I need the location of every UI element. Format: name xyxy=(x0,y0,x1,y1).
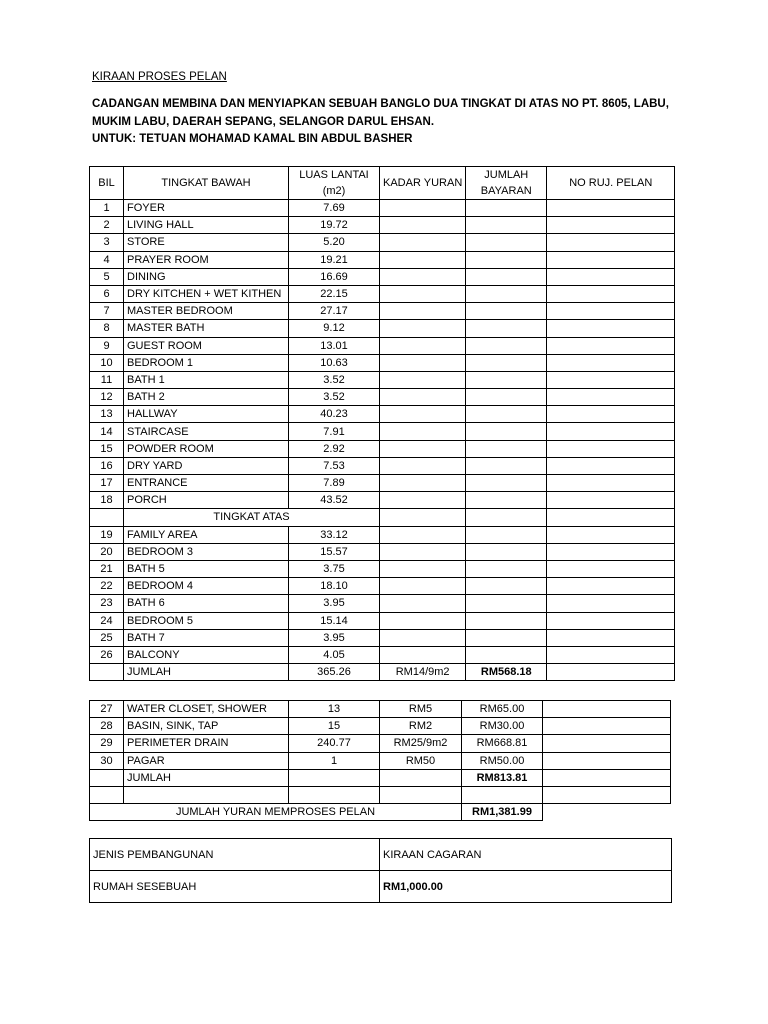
ref-cell xyxy=(547,492,675,509)
room-name-cell: GUEST ROOM xyxy=(124,337,289,354)
amount-cell xyxy=(466,543,547,560)
bil-cell: 21 xyxy=(90,560,124,577)
room-name-cell: FAMILY AREA xyxy=(124,526,289,543)
area-cell: 43.52 xyxy=(289,492,380,509)
area-cell: 19.72 xyxy=(289,217,380,234)
rate-cell xyxy=(380,769,462,786)
ref-cell xyxy=(547,354,675,371)
table-row xyxy=(90,629,675,646)
table-row xyxy=(90,423,675,440)
bil-cell: 14 xyxy=(90,423,124,440)
qty-cell xyxy=(289,786,380,803)
table-row xyxy=(90,440,675,457)
rate-cell: RM2 xyxy=(380,718,462,735)
area-cell: 7.91 xyxy=(289,423,380,440)
ref-cell xyxy=(547,320,675,337)
amount-cell xyxy=(466,389,547,406)
amount-cell: RM65.00 xyxy=(462,701,543,718)
table-row xyxy=(90,701,671,718)
table-row xyxy=(90,612,675,629)
bil-cell: 9 xyxy=(90,337,124,354)
ref-cell xyxy=(547,526,675,543)
room-name-cell: MASTER BATH xyxy=(124,320,289,337)
document-subject xyxy=(92,96,692,149)
area-cell: 3.52 xyxy=(289,389,380,406)
table-row xyxy=(90,251,675,268)
rate-cell xyxy=(380,509,466,526)
area-cell: 16.69 xyxy=(289,268,380,285)
bil-cell: 28 xyxy=(90,718,124,735)
ref-cell xyxy=(547,595,675,612)
table-row xyxy=(90,664,675,681)
table-row xyxy=(90,871,672,903)
header-jumlah xyxy=(466,167,547,200)
ref-cell xyxy=(547,285,675,302)
table-row xyxy=(90,371,675,388)
total-amount: RM568.18 xyxy=(466,664,547,681)
amount-cell xyxy=(462,786,543,803)
room-name-cell: BEDROOM 5 xyxy=(124,612,289,629)
bil-cell: 27 xyxy=(90,701,124,718)
ref-cell xyxy=(547,200,675,217)
table-row xyxy=(90,769,671,786)
jenis-header: JENIS PEMBANGUNAN xyxy=(90,839,380,871)
qty-cell: 13 xyxy=(289,701,380,718)
area-cell: 2.92 xyxy=(289,440,380,457)
bil-cell: 10 xyxy=(90,354,124,371)
bil-cell: 6 xyxy=(90,285,124,302)
rate-cell xyxy=(380,268,466,285)
area-cell: 33.12 xyxy=(289,526,380,543)
table-row xyxy=(90,839,672,871)
header-ruj: NO RUJ. PELAN xyxy=(547,167,675,200)
bil-cell: 18 xyxy=(90,492,124,509)
ref-cell xyxy=(543,752,671,769)
area-cell: 7.53 xyxy=(289,457,380,474)
room-name-cell: LIVING HALL xyxy=(124,217,289,234)
amount-cell xyxy=(466,457,547,474)
header-luas-line2: (m2) xyxy=(322,185,346,197)
ref-cell xyxy=(547,337,675,354)
ref-cell xyxy=(543,804,671,821)
bil-cell xyxy=(90,664,124,681)
table-row xyxy=(90,389,675,406)
ref-cell xyxy=(547,268,675,285)
table-row xyxy=(90,475,675,492)
subject-line: MUKIM LABU, DAERAH SEPANG, SELANGOR DARUL EHSAN. xyxy=(92,115,435,128)
room-name-cell: BATH 2 xyxy=(124,389,289,406)
bil-cell xyxy=(90,509,124,526)
ref-cell xyxy=(547,457,675,474)
bil-cell: 5 xyxy=(90,268,124,285)
item-name-cell: BASIN, SINK, TAP xyxy=(124,718,289,735)
table-row xyxy=(90,786,671,803)
table-row xyxy=(90,509,675,526)
room-name-cell: BEDROOM 3 xyxy=(124,543,289,560)
area-cell: 3.75 xyxy=(289,560,380,577)
room-name-cell: MASTER BEDROOM xyxy=(124,303,289,320)
room-name-cell: ENTRANCE xyxy=(124,475,289,492)
area-cell: 3.95 xyxy=(289,629,380,646)
ref-cell xyxy=(543,735,671,752)
rate-cell: RM50 xyxy=(380,752,462,769)
ref-cell xyxy=(547,560,675,577)
bil-cell: 7 xyxy=(90,303,124,320)
ref-cell xyxy=(547,612,675,629)
table-row xyxy=(90,320,675,337)
bil-cell: 4 xyxy=(90,251,124,268)
item-name-cell: WATER CLOSET, SHOWER xyxy=(124,701,289,718)
grand-total-amount: RM1,381.99 xyxy=(462,804,543,821)
rate-cell xyxy=(380,612,466,629)
rate-cell xyxy=(380,560,466,577)
subject-line: UNTUK: TETUAN MOHAMAD KAMAL BIN ABDUL BASHER xyxy=(92,133,413,145)
room-name-cell: PRAYER ROOM xyxy=(124,251,289,268)
amount-cell xyxy=(466,629,547,646)
cagaran-value: RM1,000.00 xyxy=(380,871,672,903)
bil-cell xyxy=(90,769,124,786)
total-rate: RM14/9m2 xyxy=(380,664,466,681)
ref-cell xyxy=(547,251,675,268)
room-name-cell: DRY YARD xyxy=(124,457,289,474)
jenis-value: RUMAH SESEBUAH xyxy=(90,871,380,903)
table-row xyxy=(90,268,675,285)
amount-cell xyxy=(466,492,547,509)
table-row xyxy=(90,543,675,560)
bil-cell: 24 xyxy=(90,612,124,629)
rate-cell: RM25/9m2 xyxy=(380,735,462,752)
qty-cell: 1 xyxy=(289,752,380,769)
upper-floor-label: TINGKAT ATAS xyxy=(124,509,380,526)
rate-cell xyxy=(380,234,466,251)
amount-cell xyxy=(466,560,547,577)
amount-cell xyxy=(466,440,547,457)
bil-cell: 22 xyxy=(90,578,124,595)
bil-cell: 23 xyxy=(90,595,124,612)
area-cell: 7.89 xyxy=(289,475,380,492)
total-label: JUMLAH xyxy=(124,664,289,681)
ref-cell xyxy=(547,509,675,526)
room-name-cell: HALLWAY xyxy=(124,406,289,423)
header-bil: BIL xyxy=(90,167,124,200)
amount-cell xyxy=(466,320,547,337)
area-cell: 7.69 xyxy=(289,200,380,217)
amount-cell xyxy=(466,268,547,285)
area-cell: 27.17 xyxy=(289,303,380,320)
rate-cell xyxy=(380,354,466,371)
ref-cell xyxy=(547,423,675,440)
area-cell: 18.10 xyxy=(289,578,380,595)
ref-cell xyxy=(547,406,675,423)
qty-cell: 240.77 xyxy=(289,735,380,752)
ref-cell xyxy=(547,646,675,663)
room-name-cell: BEDROOM 4 xyxy=(124,578,289,595)
deposit-table xyxy=(89,838,672,903)
header-luas-line1: LUAS LANTAI xyxy=(299,169,369,181)
area-cell: 19.21 xyxy=(289,251,380,268)
area-cell: 15.57 xyxy=(289,543,380,560)
amount-cell xyxy=(466,646,547,663)
rate-cell xyxy=(380,629,466,646)
table-row xyxy=(90,735,671,752)
header-luas xyxy=(289,167,380,200)
rate-cell xyxy=(380,217,466,234)
amount-cell xyxy=(466,578,547,595)
total-label: JUMLAH xyxy=(124,769,289,786)
room-name-cell: DRY KITCHEN + WET KITHEN xyxy=(124,285,289,302)
area-cell: 22.15 xyxy=(289,285,380,302)
table-header-row xyxy=(90,167,675,200)
rate-cell: RM5 xyxy=(380,701,462,718)
room-name-cell: POWDER ROOM xyxy=(124,440,289,457)
table-row xyxy=(90,718,671,735)
table-row xyxy=(90,595,675,612)
ref-cell xyxy=(543,786,671,803)
room-name-cell: STORE xyxy=(124,234,289,251)
rate-cell xyxy=(380,786,462,803)
rate-cell xyxy=(380,440,466,457)
area-cell: 15.14 xyxy=(289,612,380,629)
ref-cell xyxy=(543,701,671,718)
rate-cell xyxy=(380,320,466,337)
room-name-cell: BATH 7 xyxy=(124,629,289,646)
table-row xyxy=(90,492,675,509)
bil-cell: 13 xyxy=(90,406,124,423)
table-row xyxy=(90,285,675,302)
floor-area-table xyxy=(89,166,675,681)
ref-cell xyxy=(547,440,675,457)
rate-cell xyxy=(380,371,466,388)
table-row xyxy=(90,560,675,577)
qty-cell xyxy=(289,769,380,786)
table-row xyxy=(90,200,675,217)
rate-cell xyxy=(380,406,466,423)
amount-cell xyxy=(466,251,547,268)
area-cell: 4.05 xyxy=(289,646,380,663)
area-cell: 40.23 xyxy=(289,406,380,423)
amount-cell xyxy=(466,423,547,440)
ref-cell xyxy=(543,718,671,735)
rate-cell xyxy=(380,285,466,302)
bil-cell: 30 xyxy=(90,752,124,769)
room-name-cell: BALCONY xyxy=(124,646,289,663)
area-cell: 3.52 xyxy=(289,371,380,388)
table-row xyxy=(90,526,675,543)
rate-cell xyxy=(380,526,466,543)
total-area: 365.26 xyxy=(289,664,380,681)
document-heading: KIRAAN PROSES PELAN xyxy=(92,71,227,83)
amount-cell xyxy=(466,234,547,251)
ref-cell xyxy=(543,769,671,786)
amount-cell xyxy=(466,354,547,371)
ref-cell xyxy=(547,664,675,681)
amount-cell xyxy=(466,217,547,234)
bil-cell: 1 xyxy=(90,200,124,217)
table-row xyxy=(90,752,671,769)
fixtures-table xyxy=(89,700,671,821)
bil-cell xyxy=(90,786,124,803)
bil-cell: 2 xyxy=(90,217,124,234)
rate-cell xyxy=(380,337,466,354)
ref-cell xyxy=(547,629,675,646)
ref-cell xyxy=(547,578,675,595)
amount-cell xyxy=(466,285,547,302)
item-name-cell xyxy=(124,786,289,803)
bil-cell: 12 xyxy=(90,389,124,406)
amount-cell: RM30.00 xyxy=(462,718,543,735)
area-cell: 3.95 xyxy=(289,595,380,612)
amount-cell: RM50.00 xyxy=(462,752,543,769)
table-row xyxy=(90,217,675,234)
rate-cell xyxy=(380,578,466,595)
grand-total-label: JUMLAH YURAN MEMPROSES PELAN xyxy=(90,804,462,821)
table-row xyxy=(90,646,675,663)
bil-cell: 15 xyxy=(90,440,124,457)
bil-cell: 26 xyxy=(90,646,124,663)
rate-cell xyxy=(380,646,466,663)
amount-cell: RM668.81 xyxy=(462,735,543,752)
ref-cell xyxy=(547,234,675,251)
room-name-cell: DINING xyxy=(124,268,289,285)
rate-cell xyxy=(380,475,466,492)
bil-cell: 29 xyxy=(90,735,124,752)
area-cell: 13.01 xyxy=(289,337,380,354)
subject-line: CADANGAN MEMBINA DAN MENYIAPKAN SEBUAH BANGLO DUA TINGKAT DI ATAS NO PT. 8605, LABU, xyxy=(92,98,669,110)
ref-cell xyxy=(547,217,675,234)
bil-cell: 16 xyxy=(90,457,124,474)
room-name-cell: FOYER xyxy=(124,200,289,217)
area-cell: 5.20 xyxy=(289,234,380,251)
amount-cell xyxy=(466,371,547,388)
ref-cell xyxy=(547,543,675,560)
area-cell: 10.63 xyxy=(289,354,380,371)
table-row xyxy=(90,354,675,371)
rate-cell xyxy=(380,595,466,612)
amount-cell xyxy=(466,200,547,217)
table-row xyxy=(90,406,675,423)
room-name-cell: BATH 1 xyxy=(124,371,289,388)
rate-cell xyxy=(380,200,466,217)
bil-cell: 25 xyxy=(90,629,124,646)
room-name-cell: STAIRCASE xyxy=(124,423,289,440)
amount-cell xyxy=(466,406,547,423)
amount-cell xyxy=(466,612,547,629)
rate-cell xyxy=(380,457,466,474)
header-tingkat: TINGKAT BAWAH xyxy=(124,167,289,200)
qty-cell: 15 xyxy=(289,718,380,735)
rate-cell xyxy=(380,303,466,320)
table-row xyxy=(90,303,675,320)
total-amount: RM813.81 xyxy=(462,769,543,786)
room-name-cell: BATH 6 xyxy=(124,595,289,612)
amount-cell xyxy=(466,337,547,354)
bil-cell: 20 xyxy=(90,543,124,560)
item-name-cell: PERIMETER DRAIN xyxy=(124,735,289,752)
bil-cell: 11 xyxy=(90,371,124,388)
header-kadar: KADAR YURAN xyxy=(380,167,466,200)
ref-cell xyxy=(547,303,675,320)
ref-cell xyxy=(547,389,675,406)
room-name-cell: BEDROOM 1 xyxy=(124,354,289,371)
area-cell: 9.12 xyxy=(289,320,380,337)
header-jumlah-line1: JUMLAH xyxy=(484,169,529,181)
bil-cell: 8 xyxy=(90,320,124,337)
room-name-cell: BATH 5 xyxy=(124,560,289,577)
bil-cell: 19 xyxy=(90,526,124,543)
bil-cell: 17 xyxy=(90,475,124,492)
amount-cell xyxy=(466,475,547,492)
amount-cell xyxy=(466,595,547,612)
rate-cell xyxy=(380,423,466,440)
table-row xyxy=(90,337,675,354)
item-name-cell: PAGAR xyxy=(124,752,289,769)
bil-cell: 3 xyxy=(90,234,124,251)
rate-cell xyxy=(380,251,466,268)
rate-cell xyxy=(380,492,466,509)
table-row xyxy=(90,234,675,251)
table-row xyxy=(90,578,675,595)
room-name-cell: PORCH xyxy=(124,492,289,509)
table-row xyxy=(90,457,675,474)
amount-cell xyxy=(466,303,547,320)
ref-cell xyxy=(547,371,675,388)
rate-cell xyxy=(380,543,466,560)
header-jumlah-line2: BAYARAN xyxy=(480,185,532,197)
table-row xyxy=(90,804,671,821)
ref-cell xyxy=(547,475,675,492)
amount-cell xyxy=(466,509,547,526)
amount-cell xyxy=(466,526,547,543)
cagaran-header: KIRAAN CAGARAN xyxy=(380,839,672,871)
rate-cell xyxy=(380,389,466,406)
